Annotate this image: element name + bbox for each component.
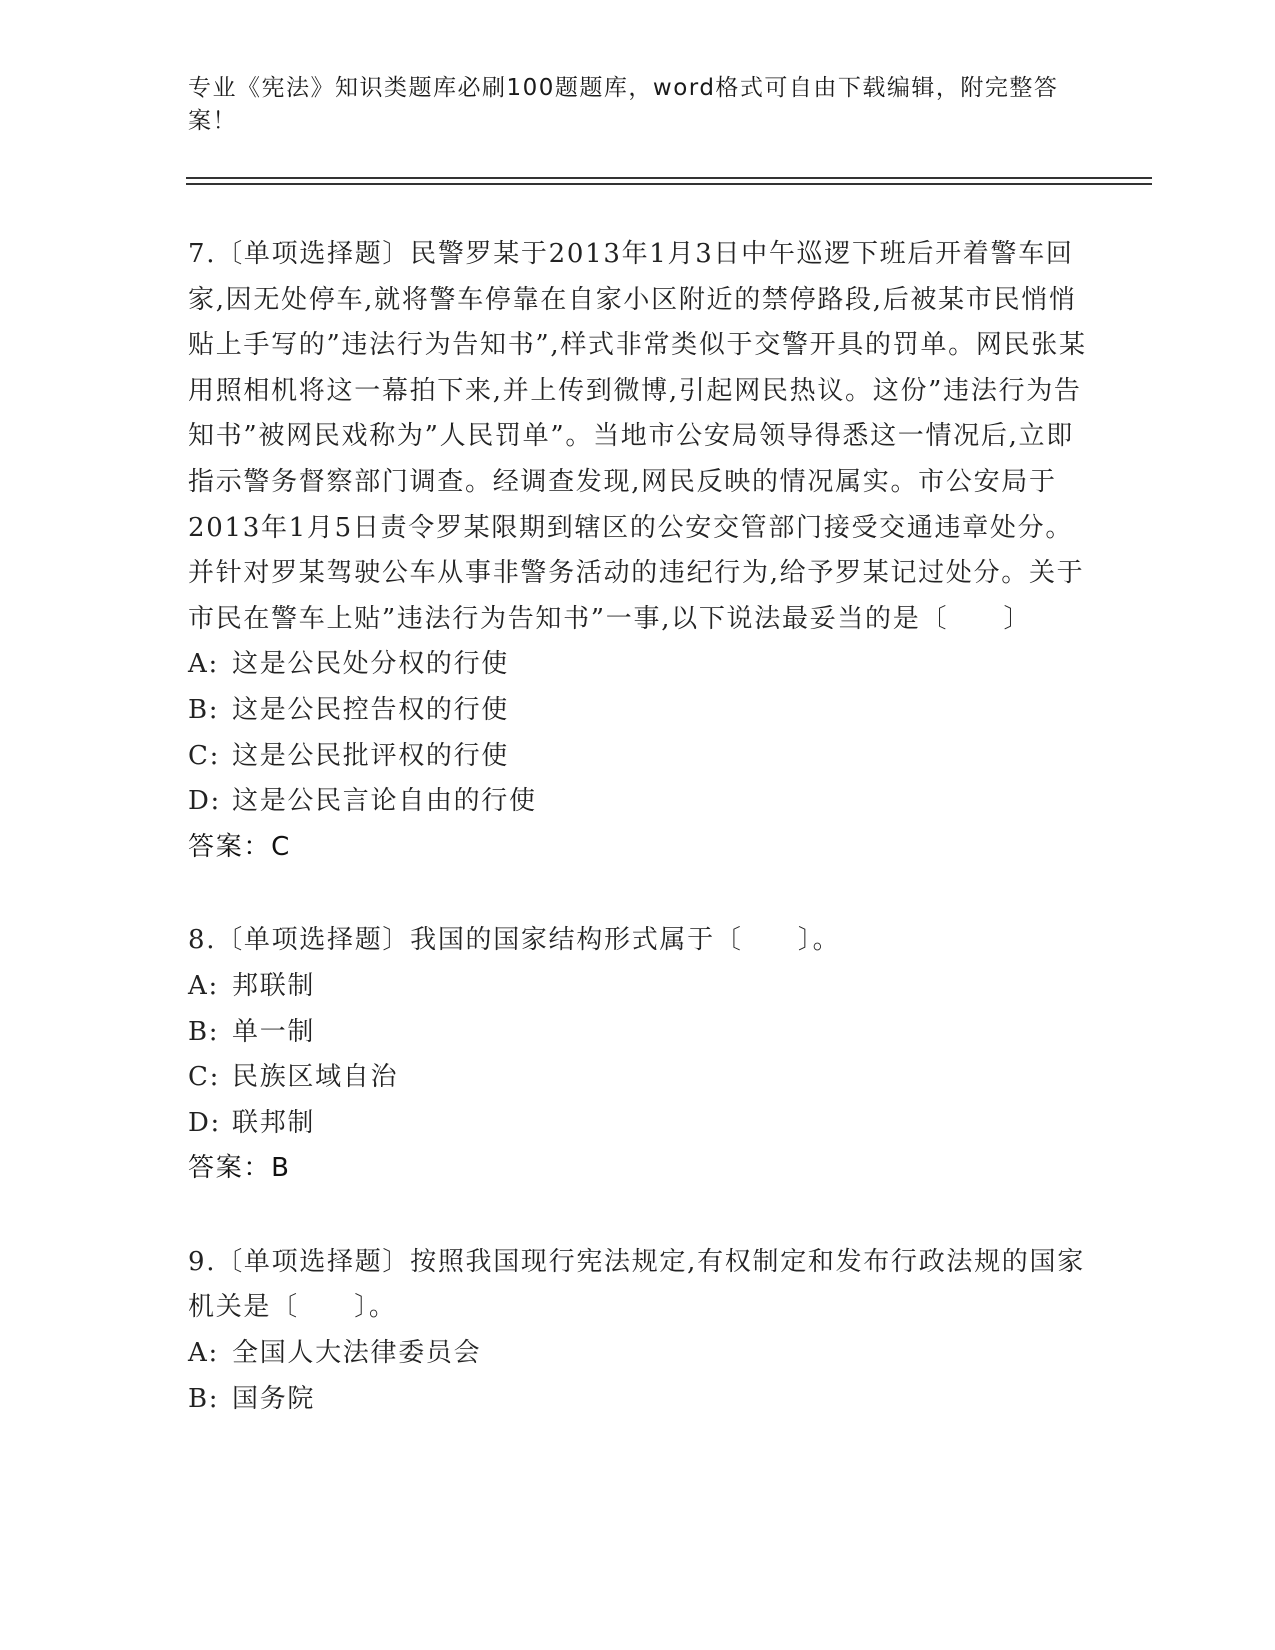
option-text: 这是公民控告权的行使 bbox=[232, 694, 510, 725]
question-7 bbox=[188, 232, 1088, 870]
option-b bbox=[188, 688, 1088, 734]
question-line: 市民悄悄贴上手写的”违法行为告知书”,样式非常类似于交警开具的 bbox=[188, 284, 1077, 361]
question-type: 〔单项选择题〕 bbox=[216, 1246, 411, 1277]
option-letter: B: bbox=[188, 1016, 220, 1047]
option-letter: A: bbox=[188, 970, 219, 1001]
header-divider-bottom bbox=[186, 183, 1152, 185]
question-line: 区的公安交管部门接受交通违章处分。并针对罗某驾驶公车从事非警 bbox=[188, 512, 1074, 589]
header-divider-top bbox=[186, 177, 1152, 179]
answer-line: 答案：C bbox=[188, 831, 291, 862]
question-number: 7. bbox=[188, 239, 217, 269]
question-7-text bbox=[188, 232, 1088, 642]
question-line: 按照我国现行宪法规定,有权制定和发布行政法规的 bbox=[410, 1246, 1030, 1277]
option-letter: B: bbox=[188, 1383, 220, 1414]
option-text: 全国人大法律委员会 bbox=[232, 1338, 482, 1369]
question-line: 务活动的违纪行为,给予罗某记过处分。关于市民在警车上贴”违法行 bbox=[188, 558, 1085, 634]
option-letter: B: bbox=[188, 694, 220, 725]
question-8 bbox=[188, 918, 1088, 1192]
option-letter: A: bbox=[188, 649, 219, 680]
question-type: 〔单项选择题〕 bbox=[216, 239, 411, 269]
question-spacer bbox=[188, 870, 1088, 918]
option-b bbox=[188, 1010, 1088, 1056]
document-header bbox=[188, 72, 1068, 138]
option-letter: D: bbox=[188, 786, 222, 817]
option-a bbox=[188, 642, 1088, 688]
question-number: 8. bbox=[188, 925, 217, 956]
question-line: 罚单。网民张某用照相机将这一幕拍下来,并上传到微博,引起网民热 bbox=[188, 330, 1087, 406]
question-line: 民警罗某于2013年1月3日中午巡逻下班后开着警 bbox=[410, 239, 1019, 269]
option-text: 联邦制 bbox=[232, 1107, 316, 1138]
option-c bbox=[188, 1055, 1088, 1101]
question-type: 〔单项选择题〕 bbox=[216, 925, 411, 956]
question-9-text bbox=[188, 1240, 1088, 1331]
question-line: 议。这份”违法行为告知书”被网民戏称为”人民罚单”。当地市公 bbox=[188, 375, 1082, 452]
option-c bbox=[188, 734, 1088, 780]
question-line: 网民反映的情况属实。市公安局于2013年1月5日责令罗某限期到辖 bbox=[188, 466, 1057, 543]
answer-line: 答案：B bbox=[188, 1153, 291, 1184]
question-line: 安局领导得悉这一情况后,立即指示警务督察部门调查。经调查发现, bbox=[188, 421, 1074, 497]
option-letter: C: bbox=[188, 740, 221, 771]
option-text: 民族区域自治 bbox=[232, 1062, 399, 1093]
question-list bbox=[188, 232, 1088, 1422]
question-number: 9. bbox=[188, 1246, 217, 1277]
option-text: 这是公民言论自由的行使 bbox=[232, 786, 537, 817]
option-letter: A: bbox=[188, 1338, 219, 1369]
option-letter: D: bbox=[188, 1107, 222, 1138]
question-line: 我国的国家结构形式属于〔 〕。 bbox=[410, 925, 841, 956]
question-line: 车回家,因无处停车,就将警车停靠在自家小区附近的禁停路段,后被某 bbox=[188, 239, 1074, 315]
option-text: 这是公民处分权的行使 bbox=[232, 649, 510, 680]
question-line: 国家机关是〔 〕。 bbox=[188, 1246, 1085, 1323]
option-d bbox=[188, 779, 1088, 825]
question-8-text bbox=[188, 918, 1088, 964]
option-d bbox=[188, 1101, 1088, 1147]
header-title: 专业《宪法》知识类题库必刷100题题库，word格式可自由下载编辑，附完整答案！ bbox=[188, 75, 1059, 134]
question-line: 为告知书”一事,以下说法最妥当的是〔 〕 bbox=[480, 603, 1032, 634]
option-b bbox=[188, 1377, 1088, 1423]
option-a bbox=[188, 1331, 1088, 1377]
option-text: 邦联制 bbox=[232, 970, 316, 1001]
option-letter: C: bbox=[188, 1062, 221, 1093]
option-text: 单一制 bbox=[232, 1016, 316, 1047]
question-spacer bbox=[188, 1192, 1088, 1240]
option-text: 国务院 bbox=[232, 1383, 316, 1414]
option-a bbox=[188, 964, 1088, 1010]
question-9 bbox=[188, 1240, 1088, 1422]
option-text: 这是公民批评权的行使 bbox=[232, 740, 510, 771]
